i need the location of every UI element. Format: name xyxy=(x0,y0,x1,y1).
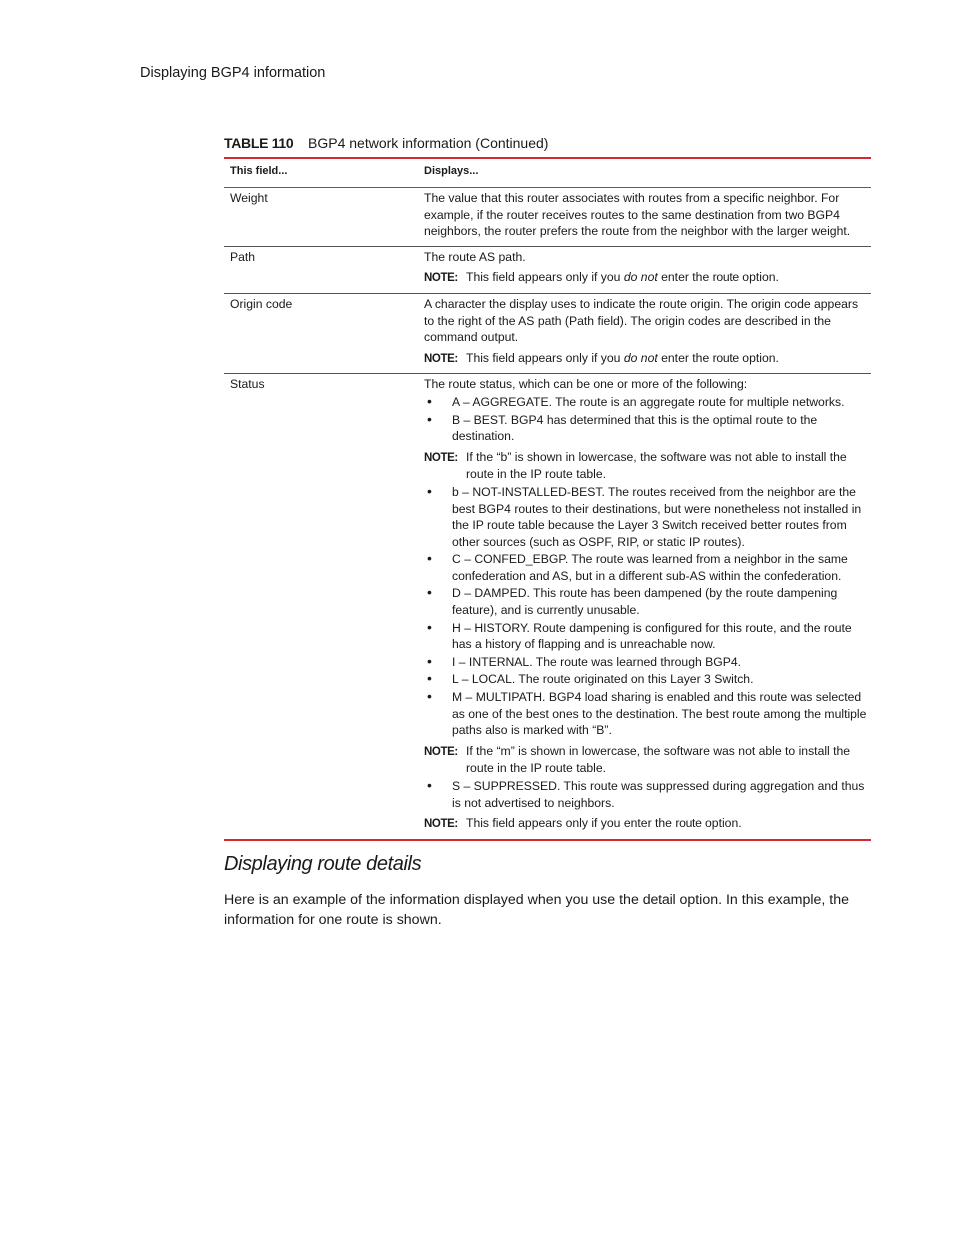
note-label: NOTE: xyxy=(424,745,458,758)
note-label: NOTE: xyxy=(424,272,458,285)
note-text: option. xyxy=(701,816,742,831)
list-item: • b – NOT-INSTALLED-BEST. The routes received from the neighbor are the best BGP4 routes to their destinations, but were nonetheless not installed in the IP route table because the Layer 3 Switch received better routes from other sources (such as OSPF, RIP, or static IP routes). xyxy=(424,484,867,550)
section-body xyxy=(224,891,864,930)
list-item: • M – MULTIPATH. BGP4 load sharing is enabled and this route was selected as one of the best ones to the destination. The best route among the multiple paths also is marked with “B”. xyxy=(424,689,867,739)
note-text: option. xyxy=(738,270,779,285)
note-text: This field appears only if you xyxy=(466,270,624,285)
weight-description: The value that this router associates with routes from a specific neighbor. For example, if the router receives routes to the same destination from two BGP4 neighbors, the router prefers the route from the neighbor with the larger weight. xyxy=(424,191,851,239)
list-item: • H – HISTORY. Route dampening is configured for this route, and the route has a history of flapping and is unreachable now. xyxy=(424,620,867,653)
status-list xyxy=(424,778,867,811)
note-text: option. xyxy=(738,350,779,365)
note-label: NOTE: xyxy=(424,352,458,365)
path-description: The route AS path. xyxy=(424,249,526,264)
status-note xyxy=(424,449,867,483)
header-displays: Displays... xyxy=(424,165,479,177)
note-text: If the “m” is shown in lowercase, the software was not able to install the route in the IP route table. xyxy=(466,743,851,776)
note-label: NOTE: xyxy=(424,451,458,464)
note-keyword: route xyxy=(675,816,702,831)
table-row-path xyxy=(224,247,871,294)
origin-description: A character the display uses to indicate the route origin. The origin code appears to the right of the AS path (Path field). The origin codes are described in the command output. xyxy=(424,296,859,345)
section-heading: Displaying route details xyxy=(224,853,422,875)
table-number: TABLE 110 xyxy=(224,135,294,151)
list-item: • D – DAMPED. This route has been dampened (by the route dampening feature), and is currently unusable. xyxy=(424,585,867,618)
list-item: • L – LOCAL. The route originated on this Layer 3 Switch. xyxy=(424,671,867,688)
note-text: This field appears only if you xyxy=(466,350,624,365)
table-title: BGP4 network information (Continued) xyxy=(308,135,549,151)
field-weight: Weight xyxy=(230,191,268,205)
table-row-weight xyxy=(224,188,871,247)
table-header-row xyxy=(224,159,871,188)
table-row-origin-code xyxy=(224,294,871,374)
note-text: If the “b” is shown in lowercase, the software was not able to install the route in the IP route table. xyxy=(466,449,847,482)
note-keyword: route xyxy=(712,350,739,365)
status-list xyxy=(424,394,867,445)
list-item: • B – BEST. BGP4 has determined that this is the optimal route to the destination. xyxy=(424,412,867,445)
origin-note xyxy=(424,350,867,368)
bgp4-network-info-table xyxy=(224,157,871,841)
note-label: NOTE: xyxy=(424,818,458,831)
status-note xyxy=(424,815,867,833)
body-keyword: detail xyxy=(642,892,676,908)
field-status: Status xyxy=(230,377,265,392)
note-text: This field appears only if you enter the xyxy=(466,816,676,831)
running-header: Displaying BGP4 information xyxy=(140,65,326,81)
body-text: Here is an example of the information displayed when you use the xyxy=(224,892,643,908)
note-text: enter the xyxy=(657,270,713,285)
list-item: • A – AGGREGATE. The route is an aggregate route for multiple networks. xyxy=(424,394,867,411)
status-note xyxy=(424,743,867,777)
table-row-status xyxy=(224,374,871,838)
path-note xyxy=(424,269,867,287)
note-text: enter the xyxy=(657,350,713,365)
list-item: • S – SUPPRESSED. This route was suppressed during aggregation and thus is not advertised to neighbors. xyxy=(424,778,867,811)
field-path: Path xyxy=(230,249,256,264)
table-caption xyxy=(224,135,548,151)
note-keyword: route xyxy=(712,270,739,285)
note-emphasis: do not xyxy=(623,350,658,365)
list-item: • C – CONFED_EBGP. The route was learned from a neighbor in the same confederation and AS, but in a different sub-AS within the confederation. xyxy=(424,551,867,584)
header-field: This field... xyxy=(230,165,288,177)
status-list xyxy=(424,484,867,739)
body-text: option. In this example, the information for one route is shown. xyxy=(224,892,850,928)
field-origin-code: Origin code xyxy=(230,296,293,311)
status-intro: The route status, which can be one or more of the following: xyxy=(424,377,748,392)
note-emphasis: do not xyxy=(623,270,658,285)
list-item: • I – INTERNAL. The route was learned through BGP4. xyxy=(424,654,867,671)
